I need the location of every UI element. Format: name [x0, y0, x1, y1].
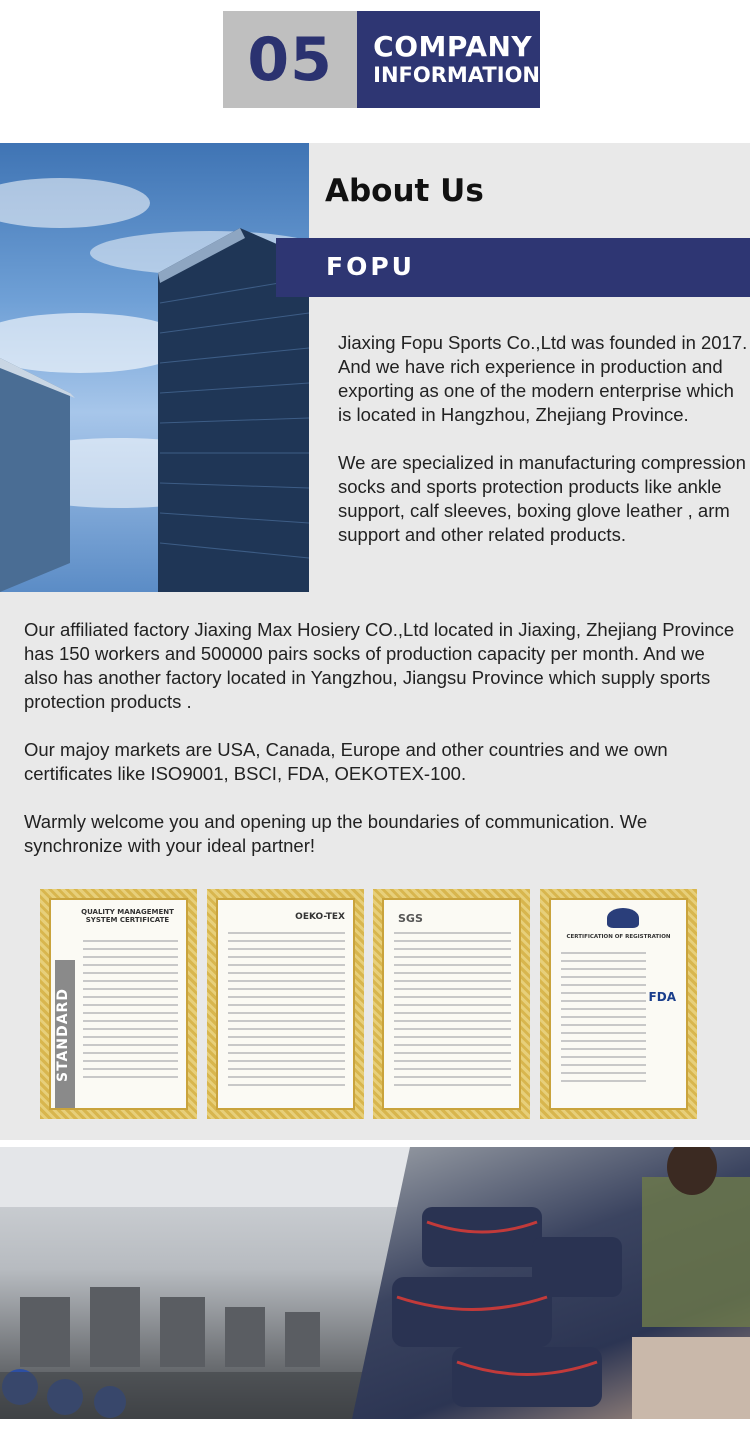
- certificate-band: STANDARD: [55, 960, 75, 1110]
- office-building-photo: [0, 143, 309, 592]
- building-illustration: [0, 143, 309, 592]
- section-title: [357, 11, 540, 108]
- brand-bar: [276, 238, 750, 297]
- about-paragraph: Jiaxing Fopu Sports Co.,Ltd was founded in 2017. And we have rich experience in production and exporting as one of the modern enterprise which is located in Hangzhou, Zhejiang Province.: [338, 332, 748, 425]
- factory-machines-illustration: [0, 1147, 410, 1419]
- section-header: [223, 11, 540, 108]
- certificates-row: [40, 889, 700, 1119]
- certificate-sgs: [373, 889, 530, 1119]
- workers-illustration: [352, 1147, 750, 1419]
- about-text: [338, 331, 748, 571]
- info-paragraph: Warmly welcome you and opening up the boundaries of communication. We synchronize with your ideal partner!: [24, 811, 648, 856]
- factory-floor-photo: [0, 1147, 410, 1419]
- certificate-oekotex: [207, 889, 364, 1119]
- info-text: [24, 618, 736, 882]
- about-paragraph: We are specialized in manufacturing compression socks and sports protection products like ankle support, calf sleeves, boxing glove leather , arm support and other related products.: [338, 452, 746, 545]
- certificate-title: SGS: [398, 912, 423, 925]
- info-section: [0, 592, 750, 1140]
- about-title: About Us: [325, 173, 484, 209]
- info-paragraph: Our majoy markets are USA, Canada, Europe and other countries and we own certificates like ISO9001, BSCI, FDA, OEKOTEX-100.: [24, 739, 668, 784]
- about-section: [0, 143, 750, 592]
- section-title-line2: INFORMATION: [373, 62, 540, 87]
- certificate-title: QUALITY MANAGEMENT SYSTEM CERTIFICATE: [81, 908, 174, 924]
- workshop-photo: [352, 1147, 750, 1419]
- fda-logo: FDA: [648, 990, 676, 1004]
- eagle-icon: [607, 908, 639, 928]
- info-paragraph: Our affiliated factory Jiaxing Max Hosiery CO.,Ltd located in Jiaxing, Zhejiang Province has 150 workers and 500000 pairs socks of production capacity per month. And we also has another factory located in Yangzhou, Jiangsu Province which supply sports protection products .: [24, 619, 735, 712]
- section-title-line1: COMPANY: [373, 29, 533, 63]
- factory-photos: [0, 1147, 750, 1419]
- section-number: 05: [223, 11, 357, 108]
- bottom-spacer: [0, 1419, 750, 1449]
- brand-logo: FOPU: [326, 252, 415, 281]
- certificate-iso: [40, 889, 197, 1119]
- certificate-title: OEKO-TEX: [295, 912, 345, 922]
- certificate-fda: [540, 889, 697, 1119]
- certificate-title: CERTIFICATION OF REGISTRATION: [566, 934, 671, 940]
